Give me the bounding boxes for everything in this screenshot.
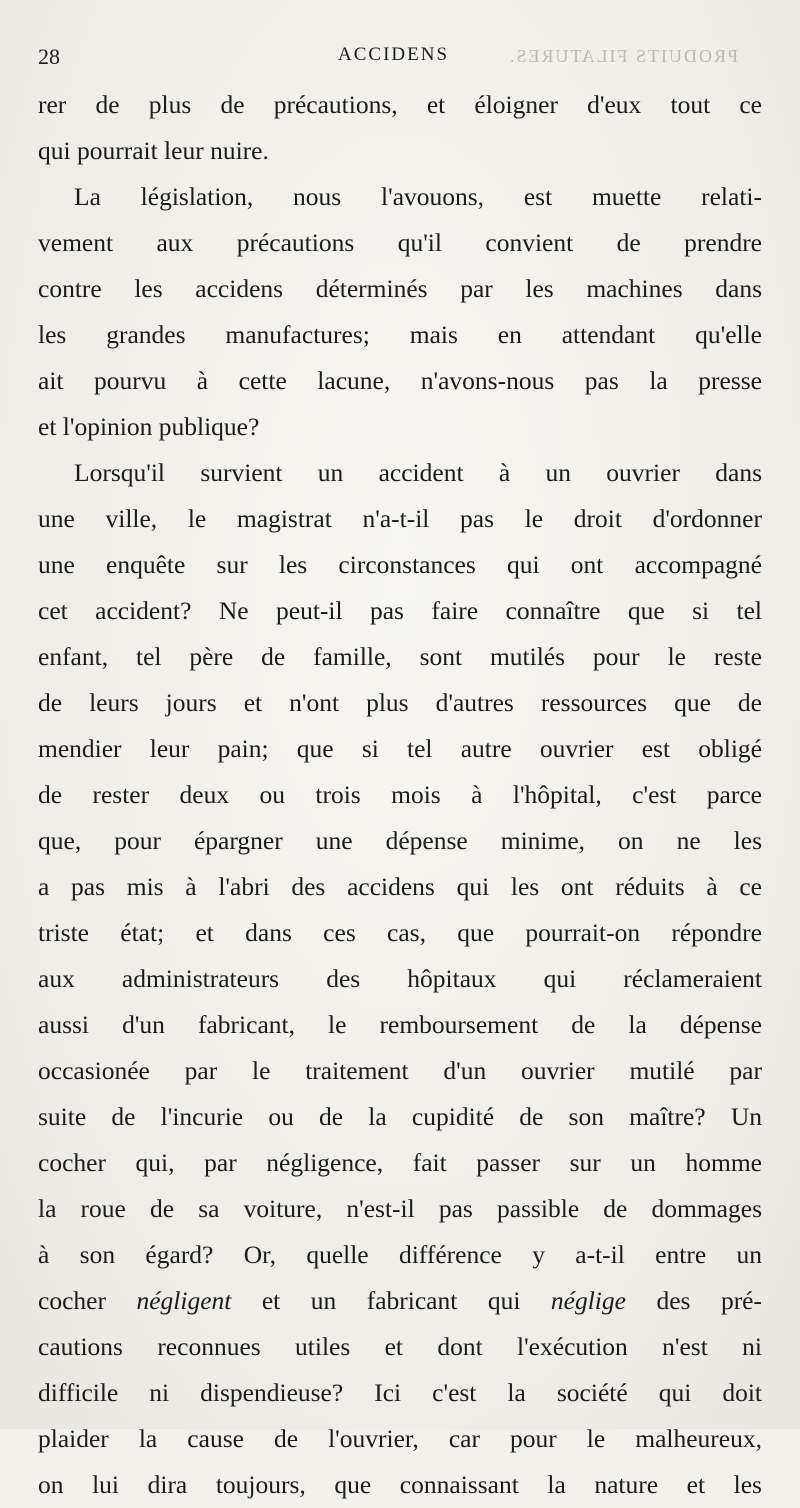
text-line: mendier leur pain; que si tel autre ouvrier est obligé (38, 734, 762, 763)
text-run: et un fabricant qui (231, 1286, 551, 1315)
text-line: cocher qui, par négligence, fait passer sur un homme (38, 1148, 762, 1177)
text-line: de leurs jours et n'ont plus d'autres ressources que de (38, 688, 762, 717)
bleed-through-heading: PRODUITS FILATURES. (508, 46, 739, 66)
text-line: rer de plus de précautions, et éloigner d'eux tout ce (38, 90, 762, 119)
page-number: 28 (38, 44, 60, 69)
text-line: a pas mis à l'abri des accidens qui les ont réduits à ce (38, 872, 762, 901)
body-text (38, 82, 762, 1508)
text-line: que, pour épargner une dépense minime, on ne les (38, 826, 762, 855)
text-run: des pré- (625, 1286, 762, 1315)
text-line: vement aux précautions qu'il convient de prendre (38, 228, 762, 257)
text-line: et l'opinion publique? (38, 412, 260, 441)
text-line: occasionée par le traitement d'un ouvrier mutilé par (38, 1056, 762, 1085)
text-line: une enquête sur les circonstances qui ont accompagné (38, 550, 762, 579)
text-line: triste état; et dans ces cas, que pourrait-on répondre (38, 918, 762, 947)
text-run: cocher (38, 1286, 137, 1315)
text-line: contre les accidens déterminés par les machines dans (38, 274, 762, 303)
text-line: qui pourrait leur nuire. (38, 136, 269, 165)
text-line: les grandes manufactures; mais en attendant qu'elle (38, 320, 762, 349)
text-line: La législation, nous l'avouons, est muette relati- (74, 182, 762, 211)
text-line-italic-words (38, 1278, 762, 1324)
running-head: ACCIDENS (338, 44, 450, 65)
text-line: ait pourvu à cette lacune, n'avons-nous pas la presse (38, 366, 762, 395)
text-line: à son égard? Or, quelle différence y a-t-il entre un (38, 1240, 762, 1269)
text-line: aussi d'un fabricant, le remboursement de la dépense (38, 1010, 762, 1039)
text-line: aux administrateurs des hôpitaux qui réclameraient (38, 964, 762, 993)
text-line: Lorsqu'il survient un accident à un ouvrier dans (74, 458, 762, 487)
text-line: difficile ni dispendieuse? Ici c'est la société qui doit (38, 1378, 762, 1407)
text-line: la roue de sa voiture, n'est-il pas passible de dommages (38, 1194, 762, 1223)
text-line: cet accident? Ne peut-il pas faire connaître que si tel (38, 596, 762, 625)
italic-word: néglige (550, 1286, 626, 1315)
text-line: enfant, tel père de famille, sont mutilés pour le reste (38, 642, 762, 671)
text-line: suite de l'incurie ou de la cupidité de son maître? Un (38, 1102, 762, 1131)
page-header (38, 44, 758, 76)
italic-word: négligent (136, 1286, 232, 1315)
text-line: de rester deux ou trois mois à l'hôpital, c'est parce (38, 780, 762, 809)
text-line: une ville, le magistrat n'a-t-il pas le droit d'ordonner (38, 504, 762, 533)
text-line: on lui dira toujours, que connaissant la nature et les (38, 1470, 762, 1499)
text-line: plaider la cause de l'ouvrier, car pour le malheureux, (38, 1424, 762, 1453)
text-line: cautions reconnues utiles et dont l'exécution n'est ni (38, 1332, 762, 1361)
